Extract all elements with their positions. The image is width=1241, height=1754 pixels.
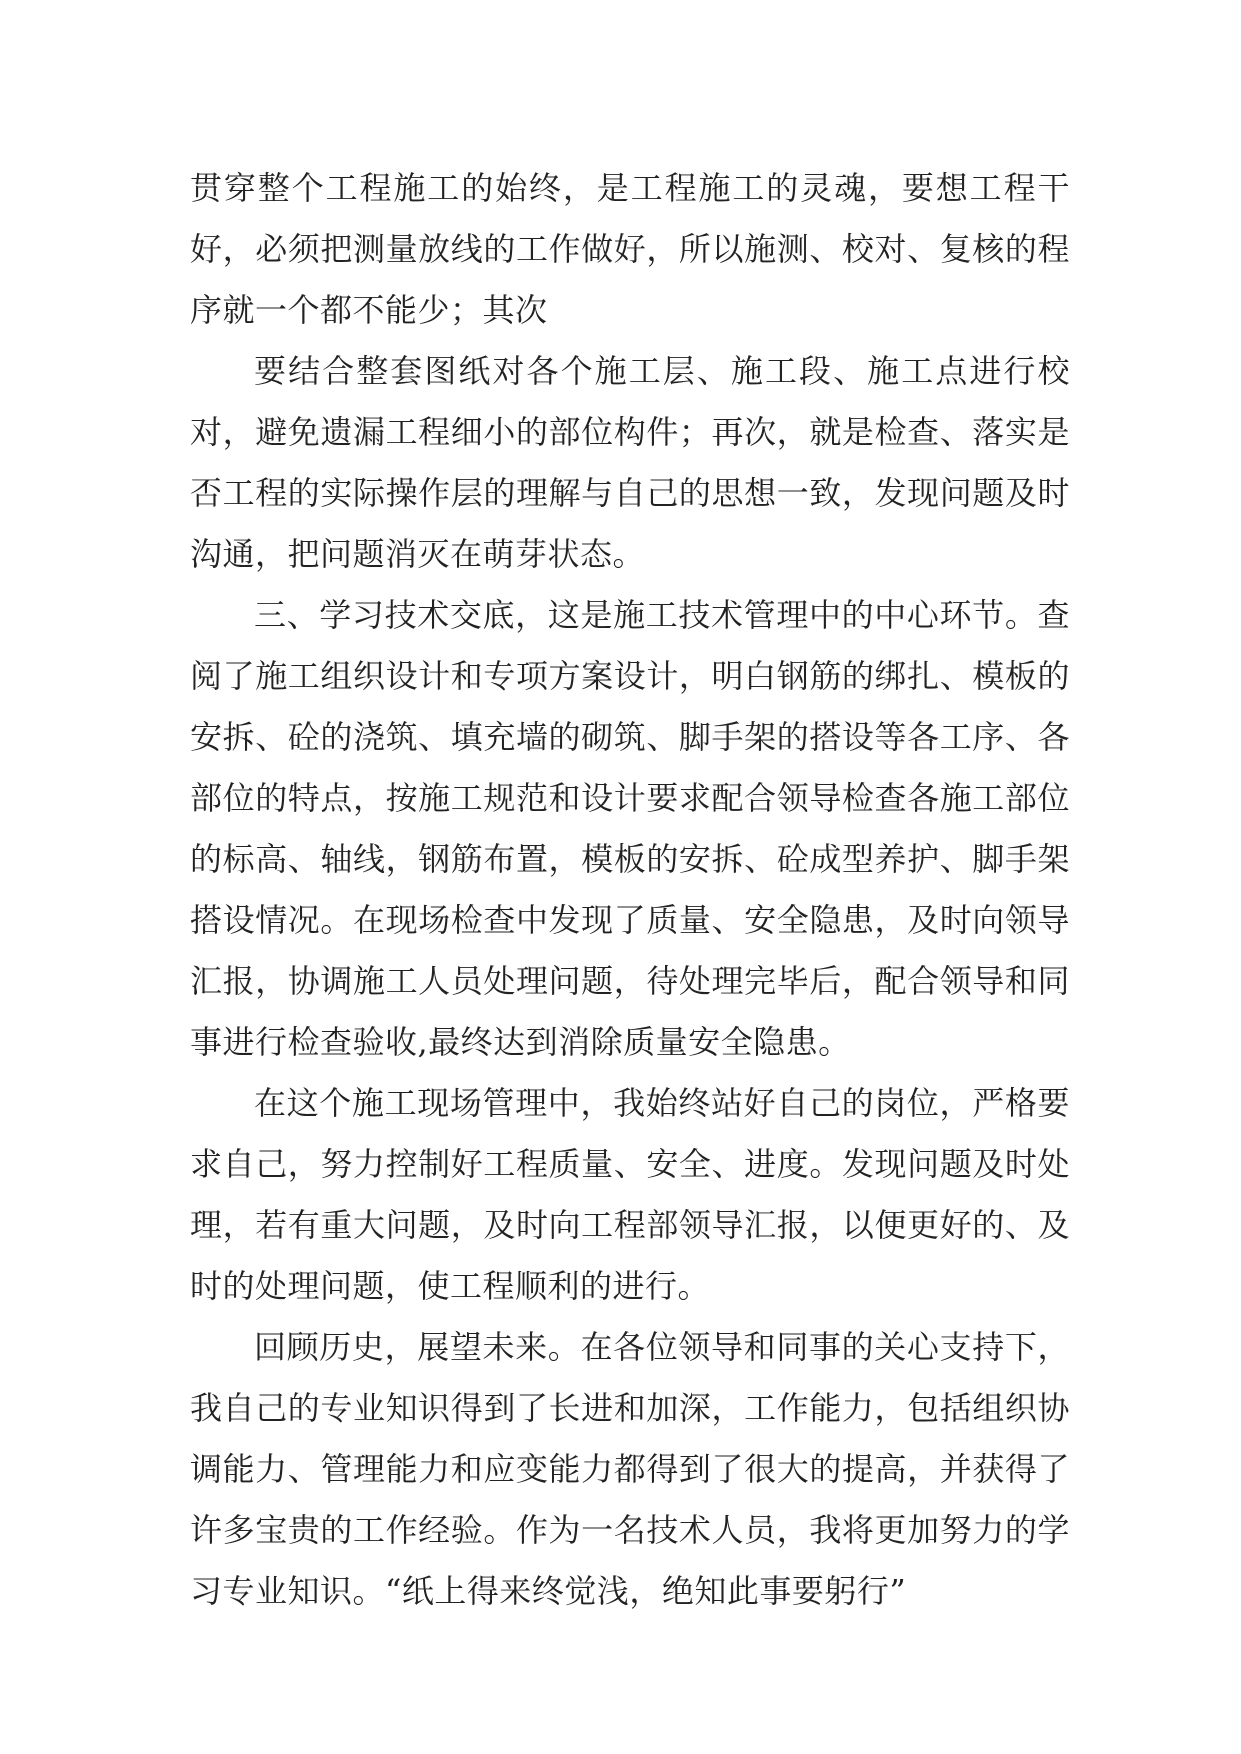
paragraph-drawing-check: 要结合整套图纸对各个施工层、施工段、施工点进行校对，避免遗漏工程细小的部位构件；再次，就是检查、落实是否工程的实际操作层的理解与自己的思想一致，发现问题及时沟通，把问题消灭在萌芽状态。 [190,352,1070,573]
paragraph-continuation: 贯穿整个工程施工的始终，是工程施工的灵魂，要想工程干好，必须把测量放线的工作做好，所以施测、校对、复核的程序就一个都不能少；其次 [190,169,1070,329]
paragraph-site-management: 在这个施工现场管理中，我始终站好自己的岗位，严格要求自己，努力控制好工程质量、安全、进度。发现问题及时处理，若有重大问题，及时向工程部领导汇报，以便更好的、及时的处理问题，使工程顺利的进行。 [190,1084,1070,1305]
paragraph-technical-briefing: 三、学习技术交底，这是施工技术管理中的中心环节。查阅了施工组织设计和专项方案设计，明白钢筋的绑扎、模板的安拆、砼的浇筑、填充墙的砌筑、脚手架的搭设等各工序、各部位的特点，按施工规范和设计要求配合领导检查各施工部位的标高、轴线，钢筋布置，模板的安拆、砼成型养护、脚手架搭设情况。在现场检查中发现了质量、安全隐患，及时向领导汇报，协调施工人员处理问题，待处理完毕后，配合领导和同事进行检查验收,最终达到消除质量安全隐患。 [190,596,1070,1061]
paragraph-review-outlook: 回顾历史，展望未来。在各位领导和同事的关心支持下，我自己的专业知识得到了长进和加深，工作能力，包括组织协调能力、管理能力和应变能力都得到了很大的提高，并获得了许多宝贵的工作经验。作为一名技术人员，我将更加努力的学习专业知识。“纸上得来终觉浅，绝知此事要躬行” [190,1328,1070,1610]
document-body [190,158,1070,1622]
